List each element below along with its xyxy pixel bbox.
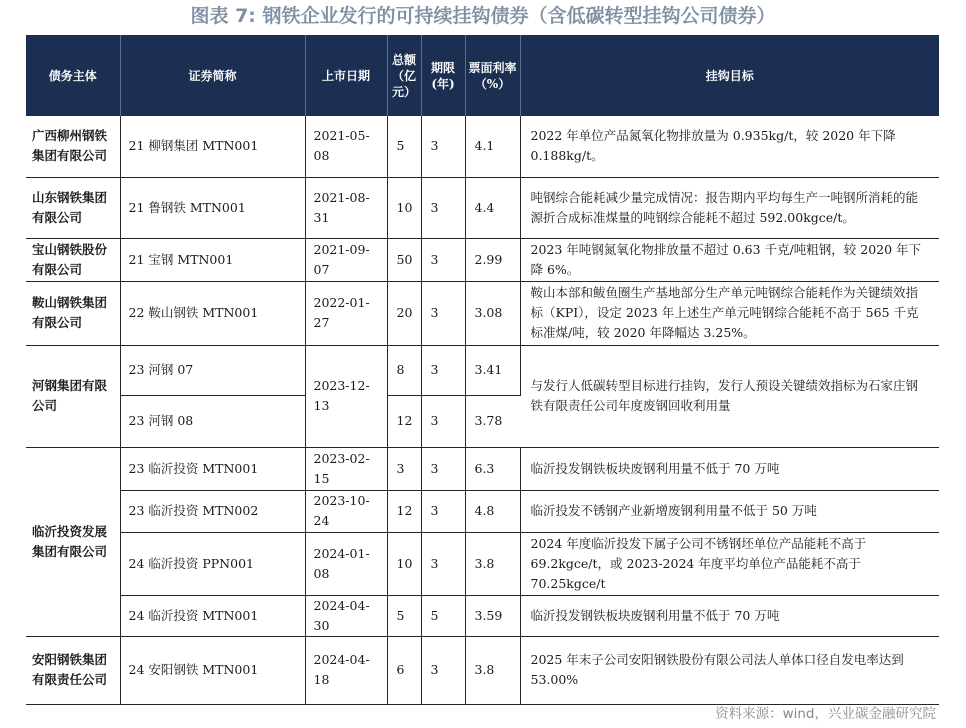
table-row (26, 636, 939, 704)
table-row (26, 490, 939, 532)
list-date-cell: 2021-08-31 (305, 177, 387, 238)
coupon-cell: 3.78 (465, 395, 520, 447)
coupon-cell: 3.8 (465, 636, 520, 704)
total-cell: 3 (387, 447, 421, 490)
short-name-cell: 21 鲁钢铁 MTN001 (120, 177, 305, 238)
target-cell: 2022 年单位产品氮氧化物排放量为 0.935kg/t，较 2020 年下降 0.188kg/t。 (520, 116, 939, 177)
target-cell: 临沂投发钢铁板块废钢利用量不低于 70 万吨 (520, 447, 939, 490)
term-cell: 3 (421, 177, 465, 238)
total-cell: 50 (387, 238, 421, 281)
header-term: 期限(年) (421, 35, 465, 116)
issuer-cell: 安阳钢铁集团有限责任公司 (26, 636, 120, 704)
issuer-cell: 山东钢铁集团有限公司 (26, 177, 120, 238)
list-date-cell: 2024-04-30 (305, 595, 387, 636)
issuer-cell: 广西柳州钢铁集团有限公司 (26, 116, 120, 177)
term-cell: 3 (421, 395, 465, 447)
list-date-cell: 2022-01-27 (305, 281, 387, 345)
table-row (26, 532, 939, 595)
list-date-cell: 2023-12-13 (305, 345, 387, 447)
short-name-cell: 23 河钢 08 (120, 395, 305, 447)
target-cell: 与发行人低碳转型目标进行挂钩，发行人预设关键绩效指标为石家庄钢铁有限责任公司年度废钢回收利用量 (520, 345, 939, 447)
short-name-cell: 23 河钢 07 (120, 345, 305, 395)
total-cell: 5 (387, 116, 421, 177)
list-date-cell: 2021-09-07 (305, 238, 387, 281)
source-note: 资料来源：wind，兴业碳金融研究院 (715, 706, 936, 722)
header-coupon: 票面利率（%） (465, 35, 520, 116)
list-date-cell: 2023-10-24 (305, 490, 387, 532)
table-row (26, 177, 939, 238)
short-name-cell: 23 临沂投资 MTN001 (120, 447, 305, 490)
target-cell: 2023 年吨钢氮氧化物排放量不超过 0.63 千克/吨粗钢，较 2020 年下降 6%。 (520, 238, 939, 281)
list-date-cell: 2023-02-15 (305, 447, 387, 490)
total-cell: 8 (387, 345, 421, 395)
term-cell: 3 (421, 281, 465, 345)
header-total: 总额（亿元） (387, 35, 421, 116)
table-row (26, 281, 939, 345)
list-date-cell: 2024-01-08 (305, 532, 387, 595)
target-cell: 鞍山本部和鲅鱼圈生产基地部分生产单元吨钢综合能耗作为关键绩效指标（KPI），设定 2023 年上述生产单元吨钢综合能耗不高于 565 千克标准煤/吨，较 2020 年降幅达 3.25%。 (520, 281, 939, 345)
total-cell: 20 (387, 281, 421, 345)
table-row (26, 345, 939, 395)
coupon-cell: 6.3 (465, 447, 520, 490)
issuer-cell: 鞍山钢铁集团有限公司 (26, 281, 120, 345)
figure-title: 图表 7: 钢铁企业发行的可持续挂钩债券（含低碳转型挂钩公司债券） (190, 5, 776, 27)
total-cell: 12 (387, 490, 421, 532)
term-cell: 3 (421, 345, 465, 395)
list-date-cell: 2024-04-18 (305, 636, 387, 704)
coupon-cell: 4.1 (465, 116, 520, 177)
term-cell: 3 (421, 636, 465, 704)
term-cell: 3 (421, 447, 465, 490)
coupon-cell: 4.4 (465, 177, 520, 238)
coupon-cell: 3.8 (465, 532, 520, 595)
target-cell: 临沂投发钢铁板块废钢利用量不低于 70 万吨 (520, 595, 939, 636)
total-cell: 10 (387, 532, 421, 595)
coupon-cell: 3.08 (465, 281, 520, 345)
header-issuer: 债务主体 (26, 35, 120, 116)
target-cell: 吨钢综合能耗减少量完成情况：报告期内平均每生产一吨钢所消耗的能源折合成标准煤量的吨钢综合能耗不超过 592.00kgce/t。 (520, 177, 939, 238)
issuer-cell: 河钢集团有限公司 (26, 345, 120, 447)
list-date-cell: 2021-05-08 (305, 116, 387, 177)
target-cell: 2025 年末子公司安阳钢铁股份有限公司法人单体口径自发电率达到 53.00% (520, 636, 939, 704)
short-name-cell: 21 柳钢集团 MTN001 (120, 116, 305, 177)
target-cell: 临沂投发不锈钢产业新增废钢利用量不低于 50 万吨 (520, 490, 939, 532)
total-cell: 6 (387, 636, 421, 704)
total-cell: 10 (387, 177, 421, 238)
short-name-cell: 22 鞍山钢铁 MTN001 (120, 281, 305, 345)
term-cell: 3 (421, 490, 465, 532)
total-cell: 12 (387, 395, 421, 447)
term-cell: 3 (421, 238, 465, 281)
target-cell: 2024 年度临沂投发下属子公司不锈钢坯单位产品能耗不高于 69.2kgce/t，或 2023-2024 年度平均单位产品能耗不高于 70.25kgce/t (520, 532, 939, 595)
term-cell: 5 (421, 595, 465, 636)
table-row (26, 116, 939, 177)
coupon-cell: 2.99 (465, 238, 520, 281)
header-target: 挂钩目标 (520, 35, 939, 116)
bonds-table (26, 35, 939, 705)
table-row (26, 238, 939, 281)
term-cell: 3 (421, 532, 465, 595)
coupon-cell: 4.8 (465, 490, 520, 532)
header-short-name: 证券简称 (120, 35, 305, 116)
header-row (26, 35, 939, 116)
coupon-cell: 3.59 (465, 595, 520, 636)
short-name-cell: 24 临沂投资 PPN001 (120, 532, 305, 595)
table-row (26, 447, 939, 490)
short-name-cell: 24 临沂投资 MTN001 (120, 595, 305, 636)
header-list-date: 上市日期 (305, 35, 387, 116)
table-row (26, 595, 939, 636)
total-cell: 5 (387, 595, 421, 636)
issuer-cell: 宝山钢铁股份有限公司 (26, 238, 120, 281)
short-name-cell: 24 安阳钢铁 MTN001 (120, 636, 305, 704)
short-name-cell: 21 宝钢 MTN001 (120, 238, 305, 281)
issuer-cell: 临沂投资发展集团有限公司 (26, 447, 120, 636)
short-name-cell: 23 临沂投资 MTN002 (120, 490, 305, 532)
coupon-cell: 3.41 (465, 345, 520, 395)
term-cell: 3 (421, 116, 465, 177)
